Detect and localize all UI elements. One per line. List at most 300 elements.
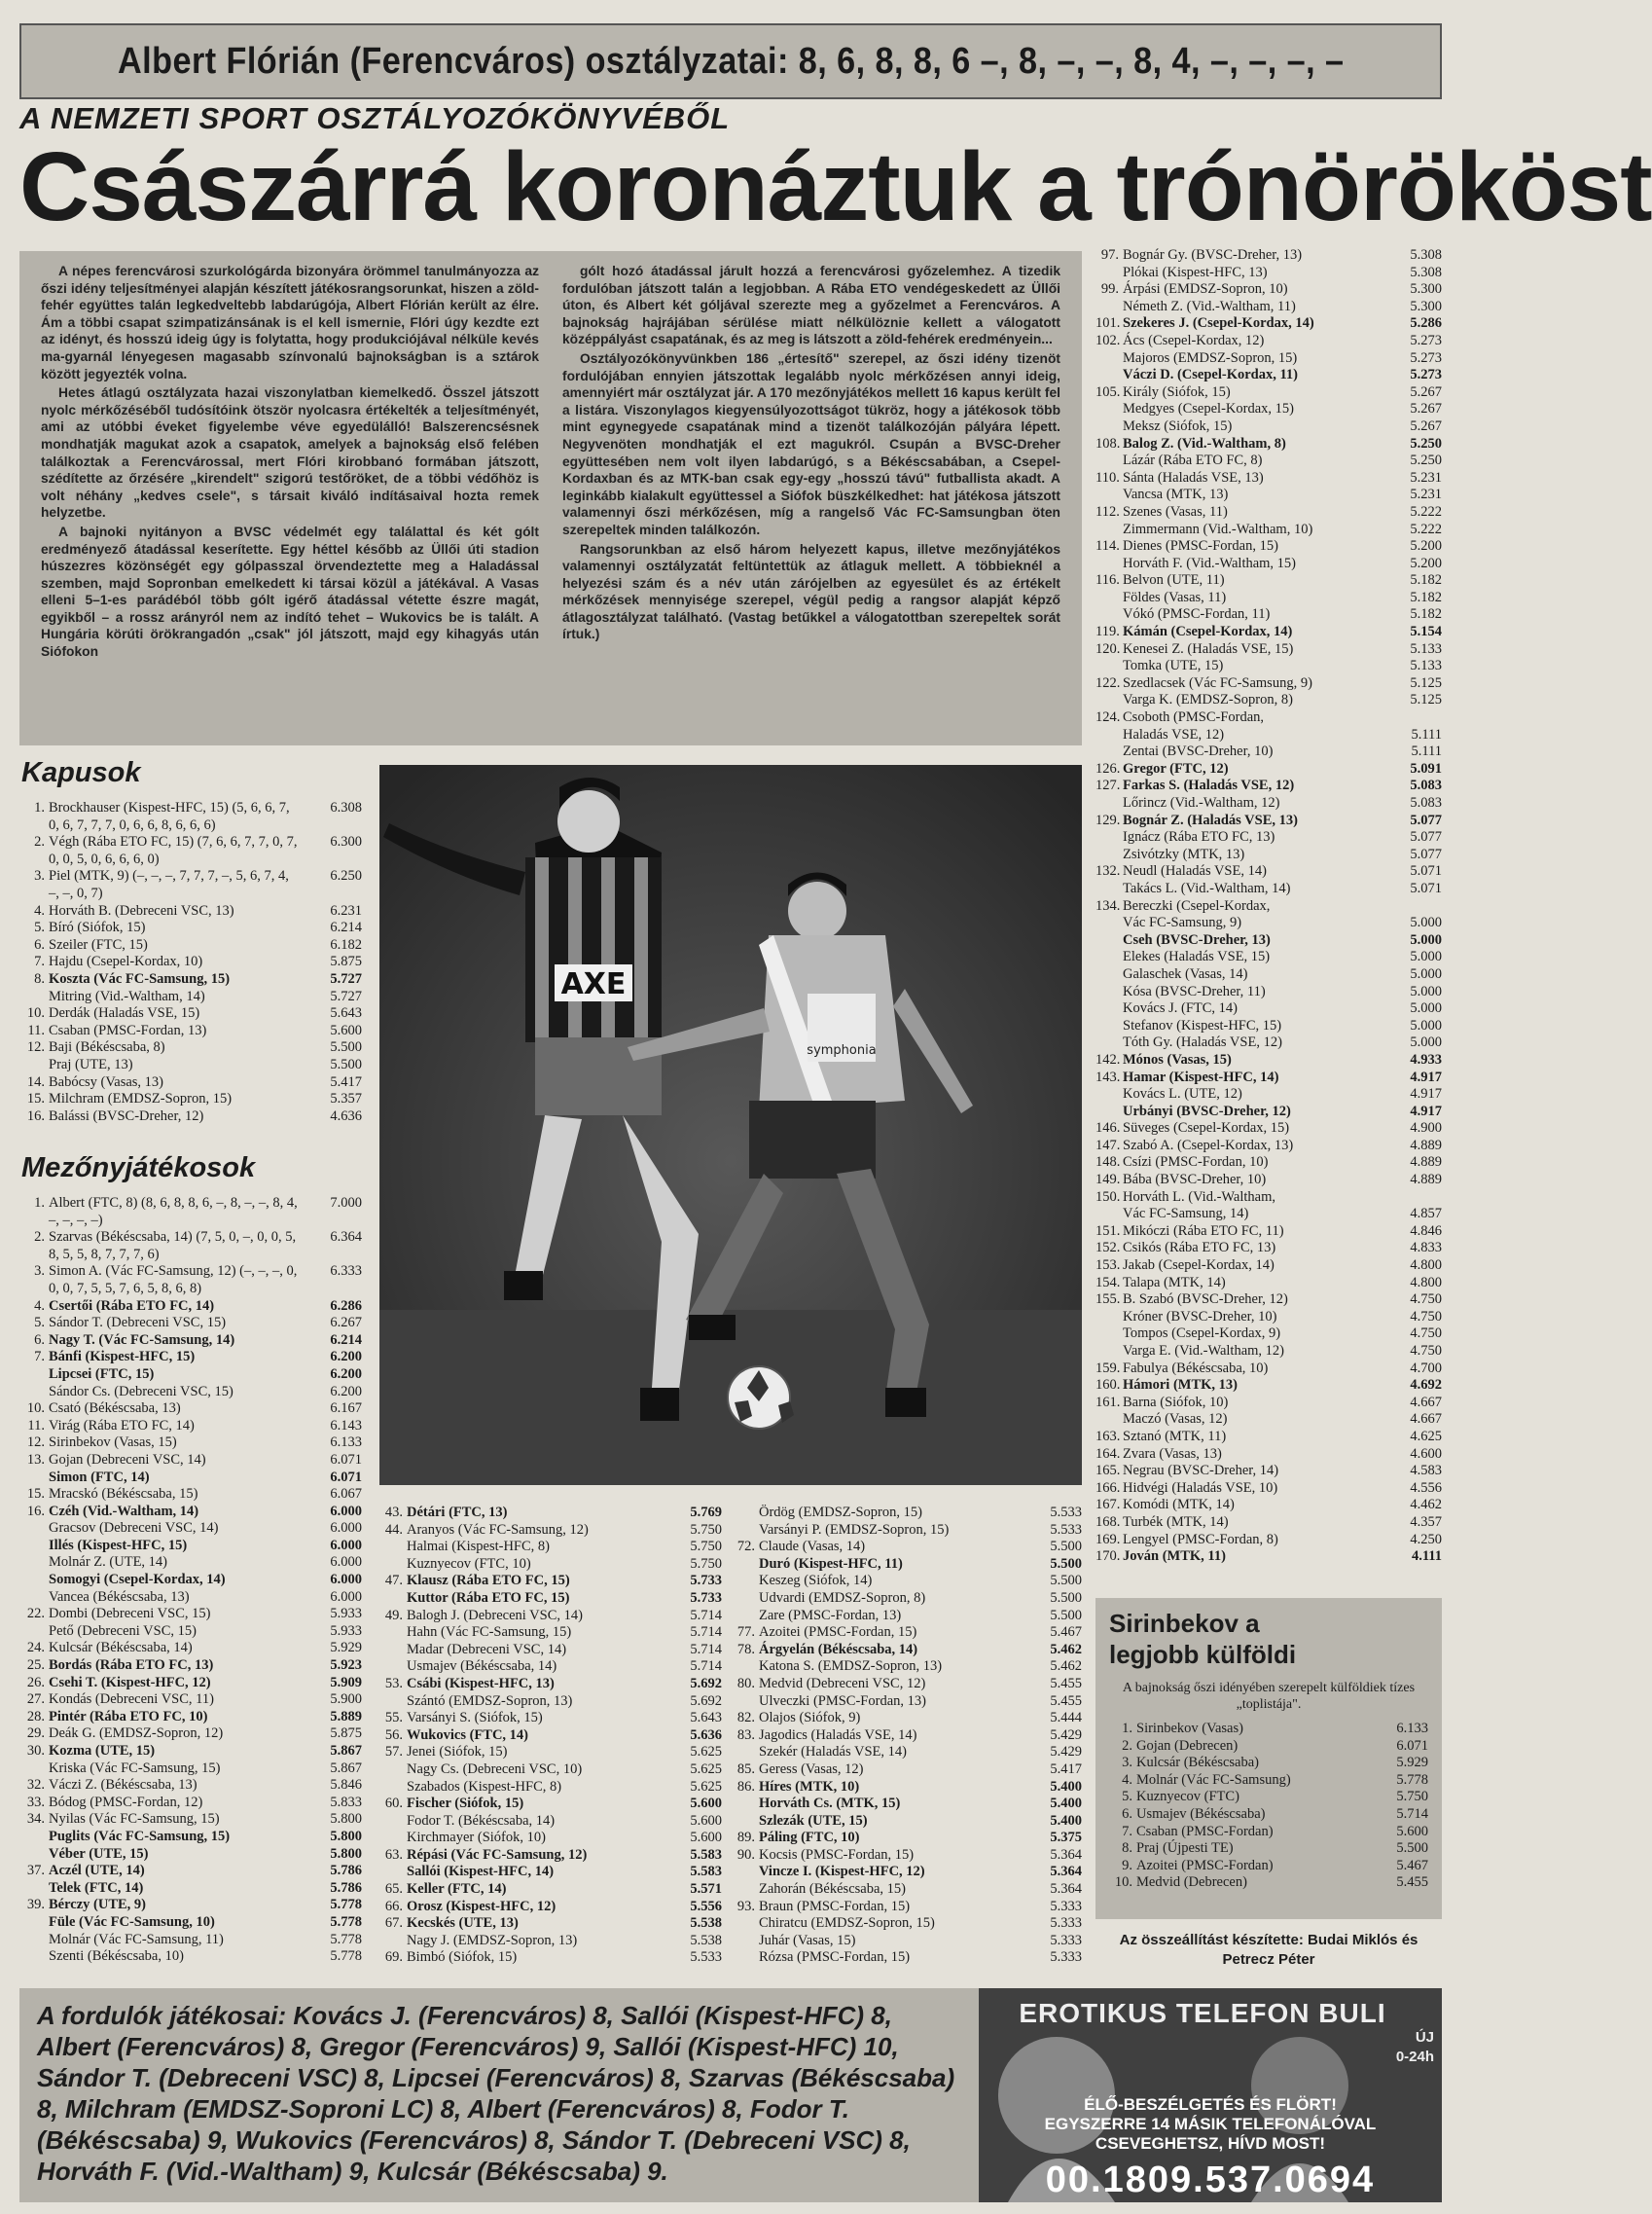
player-name: Galaschek (Vasas, 14) (1123, 965, 1248, 982)
ranking-row (379, 1761, 722, 1779)
player-name: Kámán (Csepel-Kordax, 14) (1123, 624, 1293, 640)
ranking-row (21, 1914, 362, 1932)
ranking-row (1095, 727, 1442, 744)
player-name: Tóth Gy. (Haladás VSE, 12) (1123, 1034, 1282, 1051)
average-score: 5.429 (1050, 1726, 1082, 1743)
player-name: Szarvas (Békéscsaba, 14) (7, 5, 0, –, 0, 0, 5, 8, 5, 5, 8, 7, 7, 7, 6) (49, 1229, 297, 1262)
rank-number: 5. (34, 920, 45, 936)
player-name: Szekeres J. (Csepel-Kordax, 14) (1123, 315, 1314, 332)
ranking-row (732, 1830, 1082, 1847)
average-score: 4.917 (1410, 1086, 1442, 1103)
player-name: Belvon (UTE, 11) (1123, 572, 1225, 589)
player-name: Molnár (Vác FC-Samsung, 11) (49, 1931, 224, 1947)
ranking-row (732, 1881, 1082, 1899)
average-score: 6.143 (330, 1417, 362, 1434)
ranking-row (21, 1520, 362, 1538)
rank-number: 116. (1095, 572, 1120, 589)
average-score: 5.867 (330, 1743, 362, 1759)
player-name: Varga E. (Vid.-Waltham, 12) (1123, 1343, 1285, 1359)
rank-number: 16. (26, 1503, 45, 1519)
player-name: Vincze I. (Kispest-HFC, 12) (759, 1864, 925, 1880)
player-name: Hidvégi (Haladás VSE, 10) (1123, 1479, 1278, 1496)
rounds-box: A fordulók játékosai: Kovács J. (Ferencváros) 8, Sallói (Kispest-HFC) 8, Albert (Ferencváros) 8, Gregor (Ferencváros) 9, Sallói (Kispest-HFC) 10, Sándor T. (Debreceni VSC) 8, Lipcsei (Ferencváros) 8, Szarvas (Békéscsaba) 8, Milchram (EMDSZ-Soproni LC) 8, Albert (Ferencváros) 8, Fodor T. (Békéscsaba) 9, Wukovics (Ferencváros) 8, Sándor T. (Debreceni VSC) 8, Horváth F. (Vid.-Waltham) 9, Kulcsár (Békéscsaba) 9. (19, 1988, 979, 2202)
rank-number: 43. (384, 1505, 403, 1520)
ranking-row (379, 1710, 722, 1727)
average-score: 6.000 (330, 1503, 362, 1519)
ranking-row (1109, 1772, 1428, 1790)
player-name: Süveges (Csepel-Kordax, 15) (1123, 1120, 1290, 1137)
ranking-row (1095, 299, 1442, 316)
ranking-row (1095, 556, 1442, 573)
player-name: Aranyos (Vác FC-Samsung, 12) (407, 1521, 589, 1538)
player-name: Árgyelán (Békéscsaba, 14) (759, 1641, 918, 1657)
rank-number: 166. (1095, 1479, 1121, 1496)
rank-number: 49. (384, 1607, 403, 1623)
ranking-row (1095, 829, 1442, 847)
player-name: Maczó (Vasas, 12) (1123, 1411, 1228, 1428)
rank-number: 97. (1100, 247, 1119, 263)
average-score: 5.154 (1410, 624, 1442, 640)
ranking-row (21, 868, 362, 902)
average-score: 5.231 (1410, 487, 1442, 503)
ranking-row (732, 1556, 1082, 1574)
average-score: 5.875 (330, 1725, 362, 1742)
ranking-row (379, 1796, 722, 1813)
player-name: Neudl (Haladás VSE, 14) (1123, 863, 1267, 880)
average-score: 4.556 (1410, 1479, 1442, 1496)
average-score: 6.200 (330, 1349, 362, 1365)
ranking-row (379, 1658, 722, 1676)
average-score: 4.750 (1410, 1291, 1442, 1308)
player-name: Duró (Kispest-HFC, 11) (759, 1555, 903, 1572)
average-score: 5.533 (1050, 1505, 1082, 1520)
average-score: 4.583 (1410, 1463, 1442, 1479)
player-name: Simon A. (Vác FC-Samsung, 12) (–, –, –, 0, 0, 0, 7, 5, 5, 7, 6, 5, 8, 6, 8) (49, 1263, 298, 1296)
average-score: 5.267 (1410, 401, 1442, 417)
average-score: 5.600 (690, 1796, 722, 1812)
average-score: 5.286 (1410, 315, 1442, 332)
ranking-row (1095, 1018, 1442, 1035)
rank-number: 152. (1095, 1240, 1121, 1256)
player-name: Nagy J. (EMDSZ-Sopron, 13) (407, 1932, 578, 1948)
rank-number: 2. (34, 834, 45, 851)
player-name: Halmai (Kispest-HFC, 8) (407, 1539, 550, 1555)
average-score: 6.071 (1396, 1737, 1428, 1754)
rank-number: 27. (26, 1691, 45, 1708)
average-score: 5.182 (1410, 606, 1442, 623)
rank-number: 6. (34, 1331, 45, 1348)
ranking-row (732, 1949, 1082, 1967)
player-name: Csertői (Rába ETO FC, 14) (49, 1297, 215, 1314)
shirt-sponsor-2: symphonia (807, 1043, 877, 1058)
rank-number: 66. (384, 1898, 403, 1914)
rank-number: 90. (736, 1846, 755, 1863)
player-name: Plókai (Kispest-HFC, 13) (1123, 264, 1268, 280)
ranking-row (21, 1298, 362, 1316)
ranking-row (732, 1847, 1082, 1865)
average-score: 5.533 (1050, 1521, 1082, 1538)
ranking-row (21, 1538, 362, 1555)
player-name: Czéh (Vid.-Waltham, 14) (49, 1503, 199, 1519)
ranking-row (1095, 813, 1442, 830)
player-name: Medvid (Debreceni VSC, 12) (759, 1675, 926, 1691)
player-name: Vác FC-Samsung, 14) (1123, 1206, 1249, 1222)
credit: Az összeállítást készítette: Budai Miklós és Petrecz Péter (1119, 1932, 1419, 1968)
ranking-row (1095, 863, 1442, 881)
ranking-row (732, 1813, 1082, 1831)
player-name: Aczél (UTE, 14) (49, 1863, 145, 1879)
intro-paragraph: A népes ferencvárosi szurkológárda bizonyára örömmel tanulmányozza az őszi idény teljesítményei alapján készített játékosrangsorunkat, hiszen a zöld-fehér együttes talán legkedveltebb labdarúgója, Albert Flórián került az élre. Ám a többi csapat szimpatizánsának is el kell ismernie, Flóri úgy kezdte ezt az idényt, és hosszú ideig úgy is folytatta, hogy produkciójával nélküle kevés ma-gyarnál lényegesen magasabb színvonalú bajnokságban is a sztárok között jegyezték volna. (41, 264, 539, 381)
average-score: 5.733 (690, 1573, 722, 1589)
rank-number: 161. (1095, 1394, 1121, 1410)
rank-number: 28. (26, 1708, 45, 1724)
player-name: Tompos (Csepel-Kordax, 9) (1123, 1325, 1281, 1342)
ranking-row (21, 1795, 362, 1812)
ranking-row (21, 989, 362, 1006)
top-banner: Albert Flórián (Ferencváros) osztályzatai: 8, 6, 8, 8, 6 –, 8, –, –, 8, 4, –, –, –, – (19, 23, 1442, 99)
ranking-row (732, 1933, 1082, 1950)
ad-banner (979, 1988, 1442, 2202)
rank-number: 12. (26, 1434, 45, 1451)
rank-number: 112. (1095, 503, 1120, 520)
rank-number: 39. (26, 1897, 45, 1913)
player-name: Kuznyecov (FTC, 10) (407, 1555, 531, 1572)
rank-number: 77. (736, 1624, 755, 1641)
average-score: 5.333 (1050, 1915, 1082, 1932)
rank-number: 89. (736, 1830, 755, 1846)
average-score: 5.727 (330, 970, 362, 987)
average-score: 5.556 (690, 1898, 722, 1914)
ranking-row (21, 1948, 362, 1966)
average-score: 5.071 (1410, 863, 1442, 880)
player-name: Kondás (Debreceni VSC, 11) (49, 1691, 214, 1708)
average-score: 6.333 (330, 1263, 362, 1280)
average-score: 5.636 (690, 1726, 722, 1743)
player-name: Szántó (EMDSZ-Sopron, 13) (407, 1692, 573, 1709)
ranking-row (1095, 1000, 1442, 1018)
average-score: 4.917 (1410, 1069, 1442, 1085)
average-score: 5.071 (1410, 880, 1442, 896)
average-score: 5.800 (330, 1828, 362, 1844)
ranking-row (379, 1813, 722, 1831)
average-score: 4.750 (1410, 1343, 1442, 1359)
average-score: 5.500 (1050, 1555, 1082, 1572)
ranking-row (379, 1727, 722, 1745)
player-name: Nagy Cs. (Debreceni VSC, 10) (407, 1760, 583, 1777)
ad-line-3: CSEVEGHETSZ, HÍVD MOST! (1095, 2134, 1326, 2153)
ranking-row (1095, 1343, 1442, 1361)
average-score: 5.625 (690, 1760, 722, 1777)
average-score: 5.500 (1396, 1840, 1428, 1857)
player-name: Klausz (Rába ETO FC, 15) (407, 1573, 570, 1589)
player-name: Medgyes (Csepel-Kordax, 15) (1123, 401, 1294, 417)
ranking-row (21, 1229, 362, 1263)
ranking-row (1095, 641, 1442, 659)
ranking-column-2 (379, 1505, 722, 1967)
ranking-row (1109, 1755, 1428, 1772)
player-name: Haladás VSE, 12) (1123, 726, 1225, 743)
average-score: 4.857 (1410, 1206, 1442, 1222)
player-name: Sánta (Haladás VSE, 13) (1123, 469, 1264, 486)
ranking-row (732, 1796, 1082, 1813)
ranking-row (732, 1624, 1082, 1642)
ranking-row (379, 1830, 722, 1847)
ranking-row (21, 1606, 362, 1623)
ranking-row (21, 1675, 362, 1692)
match-photo (379, 765, 1082, 1485)
shirt-sponsor: AXE (560, 967, 627, 1001)
average-score: 5.111 (1411, 744, 1442, 760)
rank-number: 33. (26, 1794, 45, 1810)
player-name: Babócsy (Vasas, 13) (49, 1073, 163, 1090)
player-name: Ulveczki (PMSC-Fordan, 13) (759, 1692, 926, 1709)
player-name: Bereczki (Csepel-Kordax, (1123, 897, 1271, 914)
average-score: 5.643 (330, 1005, 362, 1022)
average-score: 5.769 (690, 1505, 722, 1520)
ranking-row (1095, 1223, 1442, 1241)
ranking-row (21, 1743, 362, 1760)
player-name: Páling (FTC, 10) (759, 1830, 860, 1846)
ranking-row (1095, 1206, 1442, 1223)
average-score: 6.308 (330, 800, 362, 816)
average-score: 4.750 (1410, 1325, 1442, 1342)
average-score: 5.625 (690, 1778, 722, 1795)
average-score: 5.778 (1396, 1771, 1428, 1788)
ranking-row (1109, 1858, 1428, 1875)
average-score: 6.250 (330, 868, 362, 885)
player-name: Hámori (MTK, 13) (1123, 1377, 1238, 1394)
average-score: 5.400 (1050, 1812, 1082, 1829)
ranking-row (1095, 1361, 1442, 1378)
player-name: Csoboth (PMSC-Fordan, (1123, 709, 1265, 726)
average-score: 5.786 (330, 1863, 362, 1879)
average-score: 5.000 (1410, 931, 1442, 948)
player-name: Kirchmayer (Siófok, 10) (407, 1830, 546, 1846)
player-name: Albert (FTC, 8) (8, 6, 8, 8, 6, –, 8, –, –, 8, 4, –, –, –, –) (49, 1195, 298, 1228)
rank-number: 57. (384, 1744, 403, 1760)
player-name: Csaban (PMSC-Fordan, 13) (49, 1022, 207, 1038)
average-score: 5.500 (1050, 1607, 1082, 1623)
average-score: 4.750 (1410, 1308, 1442, 1325)
rank-number: 29. (26, 1725, 45, 1742)
player-name: Usmajev (Békéscsaba, 14) (407, 1658, 557, 1675)
average-score: 5.125 (1410, 674, 1442, 691)
ranking-row (732, 1761, 1082, 1779)
ranking-row (1095, 709, 1442, 727)
player-name: Azoitei (PMSC-Fordan, 15) (759, 1624, 917, 1641)
rank-number: 47. (384, 1573, 403, 1589)
player-name: Kulcsár (Békéscsaba) (1136, 1755, 1260, 1771)
average-score: 5.000 (1410, 983, 1442, 999)
player-name: Zvara (Vasas, 13) (1123, 1445, 1222, 1462)
player-name: Földes (Vasas, 11) (1123, 589, 1227, 605)
player-name: Híres (MTK, 10) (759, 1778, 860, 1795)
player-name: Orosz (Kispest-HFC, 12) (407, 1898, 557, 1914)
player-name: Claude (Vasas, 14) (759, 1539, 866, 1555)
rank-number: 10. (26, 1400, 45, 1417)
player-name: Horváth L. (Vid.-Waltham, (1123, 1188, 1276, 1205)
player-name: Balog Z. (Vid.-Waltham, 8) (1123, 435, 1286, 452)
ranking-row (21, 1315, 362, 1332)
player-name: Bódog (PMSC-Fordan, 12) (49, 1794, 203, 1810)
rank-number: 30. (26, 1743, 45, 1759)
average-score: 5.267 (1410, 383, 1442, 400)
average-score: 7.000 (330, 1195, 362, 1211)
ranking-row (1095, 1395, 1442, 1412)
ranking-row (1095, 984, 1442, 1001)
ranking-column-4 (1095, 247, 1442, 1566)
rank-number: 149. (1095, 1172, 1121, 1188)
ranking-row (21, 1623, 362, 1641)
player-name: Mikóczi (Rába ETO FC, 11) (1123, 1222, 1284, 1239)
ranking-row (1109, 1789, 1428, 1806)
rank-number: 142. (1095, 1051, 1121, 1068)
rank-number: 127. (1095, 778, 1121, 794)
average-score: 6.267 (330, 1315, 362, 1331)
average-score: 5.929 (1396, 1755, 1428, 1771)
rank-number: 11. (27, 1022, 45, 1038)
player-name: Piel (MTK, 9) (–, –, –, 7, 7, 7, –, 5, 6, 7, 4, –, –, 0, 7) (49, 868, 289, 901)
ranking-row (1095, 1463, 1442, 1480)
ranking-row (732, 1864, 1082, 1881)
player-name: Németh Z. (Vid.-Waltham, 11) (1123, 298, 1296, 314)
rank-number: 13. (26, 1451, 45, 1468)
player-name: Gregor (FTC, 12) (1123, 760, 1229, 777)
player-name: Bérczy (UTE, 9) (49, 1897, 146, 1913)
ranking-row (379, 1899, 722, 1916)
average-score: 4.800 (1410, 1274, 1442, 1290)
player-name: Sirinbekov (Vasas, 15) (49, 1434, 177, 1451)
average-score: 5.692 (690, 1692, 722, 1709)
ranking-row (21, 1384, 362, 1401)
player-name: Jakab (Csepel-Kordax, 14) (1123, 1257, 1275, 1274)
player-name: Horváth B. (Debreceni VSC, 13) (49, 902, 234, 919)
average-score: 5.333 (1050, 1949, 1082, 1966)
average-score: 6.000 (330, 1537, 362, 1553)
average-score: 5.750 (690, 1521, 722, 1538)
rank-number: 7. (34, 1349, 45, 1365)
intro-box (19, 251, 1082, 745)
ranking-row (21, 1504, 362, 1521)
average-score: 5.083 (1410, 795, 1442, 811)
player-name: Derdák (Haladás VSE, 15) (49, 1005, 200, 1022)
rank-number: 37. (26, 1863, 45, 1879)
ranking-row (1095, 675, 1442, 693)
sirinbekov-subtitle: A bajnokság őszi idényében szerepelt külföldiek tízes „toplistája". (1122, 1681, 1416, 1712)
average-score: 5.714 (690, 1607, 722, 1623)
ranking-row (1095, 401, 1442, 418)
average-score: 6.167 (330, 1400, 362, 1417)
player-name: Bíró (Siófok, 15) (49, 920, 146, 936)
average-score: 6.000 (330, 1554, 362, 1571)
ranking-row (21, 920, 362, 937)
ranking-row (1095, 247, 1442, 265)
player-name: Hajdu (Csepel-Kordax, 10) (49, 954, 203, 970)
player-name: Farkas S. (Haladás VSE, 12) (1123, 778, 1295, 794)
average-score: 4.667 (1410, 1394, 1442, 1410)
average-score: 5.533 (690, 1949, 722, 1966)
average-score: 5.267 (1410, 417, 1442, 434)
average-score: 5.500 (330, 1056, 362, 1072)
rank-number: 8. (1122, 1840, 1132, 1857)
average-score: 5.375 (1050, 1830, 1082, 1846)
average-score: 5.714 (690, 1624, 722, 1641)
average-score: 6.200 (330, 1365, 362, 1382)
average-score: 4.111 (1411, 1548, 1442, 1565)
ranking-row (21, 1725, 362, 1743)
player-name: Bimbó (Siófok, 15) (407, 1949, 518, 1966)
rank-number: 132. (1095, 863, 1121, 880)
average-score: 5.400 (1050, 1778, 1082, 1795)
rank-number: 148. (1095, 1154, 1121, 1171)
player-name: Medvid (Debrecen) (1136, 1874, 1247, 1891)
player-name: Kocsis (PMSC-Fordan, 15) (759, 1846, 915, 1863)
player-name: Répási (Vác FC-Samsung, 12) (407, 1846, 588, 1863)
average-score: 5.733 (690, 1589, 722, 1606)
ranking-row (1095, 487, 1442, 504)
average-score: 5.250 (1410, 435, 1442, 452)
rank-number: 65. (384, 1881, 403, 1898)
ranking-row (1095, 1034, 1442, 1052)
player-name: Milchram (EMDSZ-Sopron, 15) (49, 1091, 233, 1107)
ranking-row (1095, 1548, 1442, 1566)
ranking-row (732, 1693, 1082, 1711)
player-name: Szlezák (UTE, 15) (759, 1812, 868, 1829)
player-name: Hamar (Kispest-HFC, 14) (1123, 1069, 1279, 1085)
average-score: 5.933 (330, 1606, 362, 1622)
ranking-row (1095, 606, 1442, 624)
rank-number: 167. (1095, 1497, 1121, 1513)
rank-number: 15. (26, 1486, 45, 1503)
ranking-row (1095, 281, 1442, 299)
player-name: Jenei (Siófok, 15) (407, 1744, 508, 1760)
ranking-row (1095, 1138, 1442, 1155)
player-name: Zare (PMSC-Fordan, 13) (759, 1607, 902, 1623)
rank-number: 4. (34, 902, 45, 919)
rank-number: 86. (736, 1778, 755, 1795)
player-name: Kovács J. (FTC, 14) (1123, 1000, 1239, 1017)
player-name: Puglits (Vác FC-Samsung, 15) (49, 1828, 231, 1844)
player-name: Illés (Kispest-HFC, 15) (49, 1537, 188, 1553)
player-name: Mitring (Vid.-Waltham, 14) (49, 988, 205, 1004)
average-score: 5.933 (330, 1622, 362, 1639)
player-name: Jagodics (Haladás VSE, 14) (759, 1726, 917, 1743)
average-score: 6.231 (330, 902, 362, 919)
player-name: Dombi (Debreceni VSC, 15) (49, 1606, 211, 1622)
average-score: 5.875 (330, 954, 362, 970)
player-name: Elekes (Haladás VSE, 15) (1123, 949, 1271, 965)
ranking-row (379, 1693, 722, 1711)
player-name: Lengyel (PMSC-Fordan, 8) (1123, 1531, 1278, 1547)
average-score: 5.182 (1410, 589, 1442, 605)
player-name: Udvardi (EMDSZ-Sopron, 8) (759, 1589, 926, 1606)
ranking-row (1095, 1429, 1442, 1446)
player-name: Vác FC-Samsung, 9) (1123, 915, 1242, 931)
average-score: 5.444 (1050, 1710, 1082, 1726)
player-name: Molnár (Vác FC-Samsung) (1136, 1771, 1291, 1788)
player-name: Király (Siófok, 15) (1123, 383, 1231, 400)
average-score: 4.800 (1410, 1257, 1442, 1274)
average-score: 5.111 (1411, 726, 1442, 743)
average-score: 5.417 (330, 1073, 362, 1090)
rank-number: 24. (26, 1640, 45, 1656)
rank-number: 110. (1095, 469, 1120, 486)
ranking-row (1095, 624, 1442, 641)
rank-number: 67. (384, 1915, 403, 1932)
player-name: Fabulya (Békéscsaba, 10) (1123, 1360, 1269, 1376)
rank-number: 5. (1122, 1789, 1132, 1805)
rank-number: 1. (1122, 1721, 1132, 1736)
